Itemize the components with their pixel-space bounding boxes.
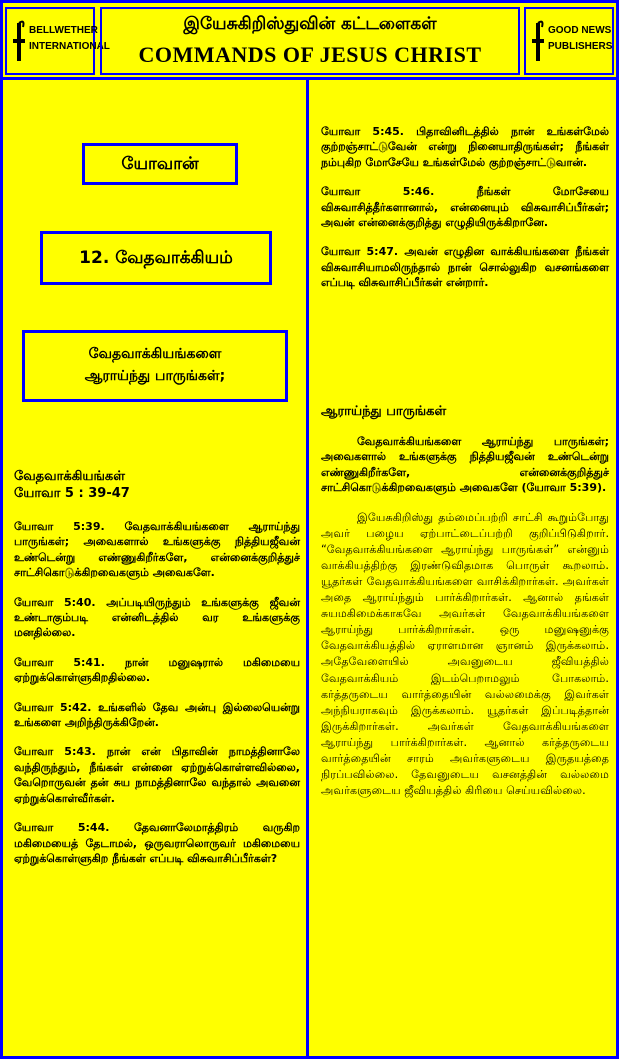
- logo-line-1: GOOD NEWS: [548, 25, 612, 36]
- verse-5-45: யோவா 5:45. பிதாவினிடத்தில் நான் உங்கள்மேல் குற்றஞ்சாட்டுவேன் என்று நினையாதிருங்கள்; நீங்கள் நம்புகிற மோசேயே உங்கள்மேல் குற்றஞ்சாட்டுவான்.: [321, 125, 609, 169]
- reference-block: [14, 468, 300, 502]
- title-english: COMMANDS OF JESUS CHRIST: [138, 42, 482, 67]
- book-title: யோவான்: [82, 143, 238, 185]
- verse-5-41: யோவா 5:41. நான் மனுஷரால் மகிமையை ஏற்றுக்கொள்ளுகிறதில்லை.: [14, 655, 300, 685]
- verse-5-42: யோவா 5:42. உங்களில் தேவ அன்பு இல்லையென்று உங்களை அறிந்திருக்கிறேன்.: [14, 700, 300, 730]
- verse-5-47: யோவா 5:47. அவன் எழுதின வாக்கியங்களை நீங்கள் விசுவாசியாமலிருந்தால் நான் சொல்லுகிற வசனங்களை எப்படி விசுவாசிப்பீர்கள் என்றார்.: [321, 245, 609, 290]
- good-news-logo: [524, 7, 614, 75]
- column-divider: [306, 80, 309, 1056]
- verse-5-46: யோவா 5:46. நீங்கள் மோசேயை விசுவாசித்தீர்களானால், என்னையும் விசுவாசிப்பீர்கள்; அவன் என்னைக்குறித்து எழுதியிருக்கிறானே.: [321, 185, 609, 230]
- section-heading: ஆராய்ந்து பாருங்கள்: [321, 404, 447, 419]
- command-box: [22, 330, 288, 402]
- verse-5-44: யோவா 5:44. தேவனாலேமாத்திரம் வருகிற மகிமையைத் தேடாமல், ஒருவராலொருவர் மகிமையை ஏற்றுக்கொள்ளுகிற நீங்கள் எப்படி விசுவாசிப்பீர்கள்?: [14, 821, 300, 865]
- commentary-para-2: இயேசுகிறிஸ்து தம்மைப்பற்றி சாட்சி கூறும்போது அவர் பழைய ஏற்பாட்டைப்பற்றி குறிப்பிடுகிறார். “வேதவாக்கியங்களை ஆராய்ந்து பாருங்கள்” என்னும் வாக்கியத்திற்கு இரண்டுவிதமாக பொருள் கூறலாம். யூதர்கள் வேதவாக்கியங்களை வாசிக்கிறார்கள். அவர்கள் அதை ஆராய்ந்தும் பார்க்கிறார்கள். ஆனால் தங்கள் சுயமகிமைக்காகவே அவர்கள் வேதவாக்கியங்களை ஆராய்ந்து பார்க்கிறார்கள். ஒரு மனுஷனுக்கு வேதவாக்கியத்தில் ஏராளமான ஞானம் இருக்கலாம். அதேவேளையில் அவனுடைய ஜீவியத்தில் வேதவாக்கியம் இடம்பெறாமலும் போகலாம். கர்த்தருடைய வார்த்தையின் வல்லமைக்கு இவர்கள் அந்நியராகவும் இருக்கலாம். யூதர்கள் இப்படித்தான் இருக்கிறார்கள். அவர்கள் வேதவாக்கியங்களை ஆராய்ந்து பார்க்கிறார்கள். ஆனால் கர்த்தருடைய வார்த்தையின் சாரம் அவர்களுடைய இருதயத்தை நிரப்பவில்லை. தேவனுடைய வசனத்தின் வல்லமை அவர்களுடைய ஜீவியத்தில் கிரியை செய்யவில்லை.: [321, 510, 609, 798]
- right-verses: [321, 124, 609, 291]
- shepherd-icon: [11, 19, 27, 63]
- logo-line-1: BELLWETHER: [29, 25, 98, 36]
- logo-line-2: PUBLISHERS: [548, 41, 613, 52]
- verse-5-40: யோவா 5:40. அப்படியிருந்தும் உங்களுக்கு ஜீவன் உண்டாகும்படி என்னிடத்தில் வர உங்களுக்கு மனதில்லை.: [14, 595, 300, 640]
- shepherd-icon: [530, 19, 546, 63]
- header-divider: [3, 77, 616, 80]
- logo-line-2: INTERNATIONAL: [29, 41, 110, 52]
- command-line-1: வேதவாக்கியங்களை: [88, 346, 222, 362]
- left-verses: [14, 519, 300, 866]
- bellwether-logo: [5, 7, 110, 75]
- chapter-title: 12. வேதவாக்கியம்: [40, 231, 272, 285]
- verse-5-39: யோவா 5:39. வேதவாக்கியங்களை ஆராய்ந்து பாருங்கள்; அவைகளால் உங்களுக்கு நித்தியஜீவன் உண்டென்று எண்ணுகிறீர்களே, என்னைக்குறித்துச் சாட்சிகொடுக்கிறவைகளும் அவைகளே.: [14, 520, 300, 580]
- title-box: [100, 7, 520, 75]
- reference-title: வேதவாக்கியங்கள்: [14, 469, 125, 484]
- commentary-para-1: வேதவாக்கியங்களை ஆராய்ந்து பாருங்கள்; அவைகளால் உங்களுக்கு நித்தியஜீவன் உண்டென்று எண்ணுகிறீர்களே, என்னைக்குறித்துச் சாட்சிகொடுக்கிறவைகளும் அவைகளே (யோவா 5:39).: [321, 435, 609, 495]
- verse-5-43: யோவா 5:43. நான் என் பிதாவின் நாமத்தினாலே வந்திருந்தும், நீங்கள் என்னை ஏற்றுக்கொள்ளவில்லை, வேறொருவன் தன் சுய நாமத்தினாலே வந்தால் அவனை ஏற்றுக்கொள்வீர்கள்.: [14, 745, 300, 805]
- right-commentary: [321, 434, 609, 799]
- title-tamil: இயேசுகிறிஸ்துவின் கட்டளைகள்: [183, 14, 437, 34]
- command-line-2: ஆராய்ந்து பாருங்கள்;: [84, 368, 226, 384]
- reference-range: யோவா 5 : 39-47: [14, 486, 130, 501]
